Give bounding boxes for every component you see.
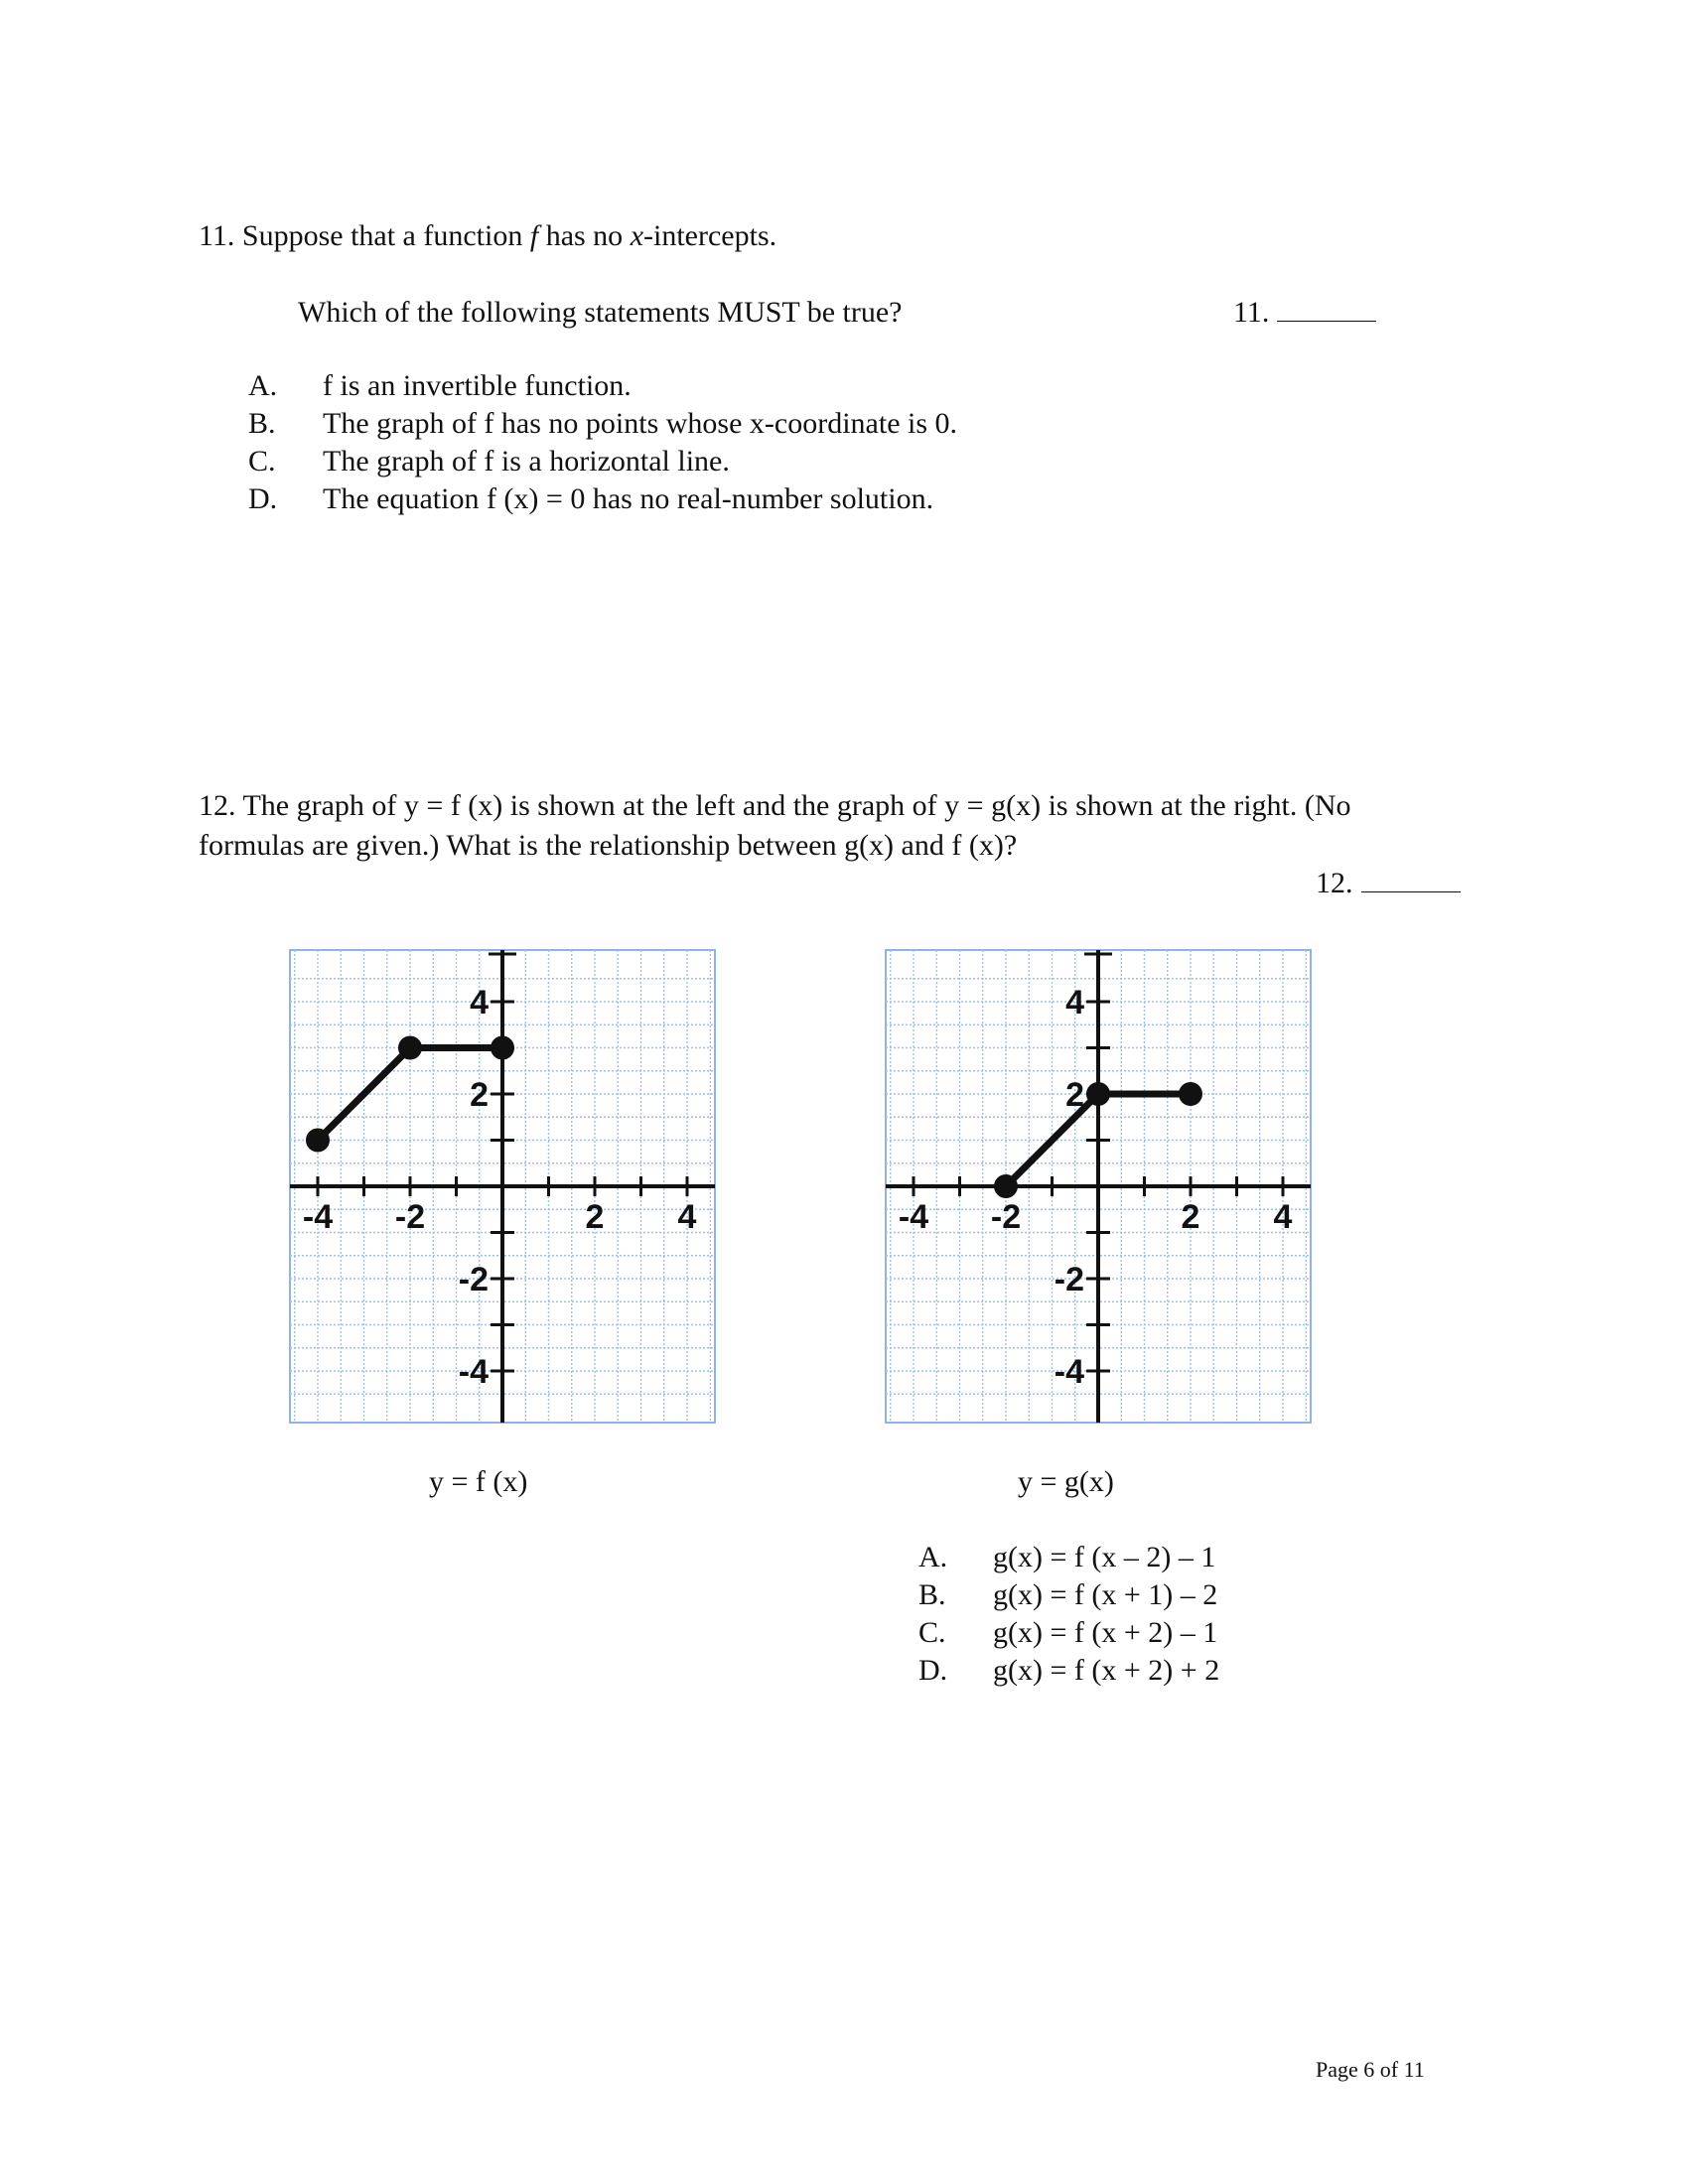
data-point (491, 1036, 514, 1060)
q11-question: Which of the following statements MUST be true? (298, 296, 903, 329)
q11-option-b-letter: B. (248, 407, 276, 440)
x-tick-label: -2 (990, 1198, 1022, 1236)
q11-stem-mid: has no (538, 219, 631, 252)
q12-answer-slot (1316, 864, 1461, 903)
x-tick-label: -4 (302, 1198, 334, 1236)
q11-option-c-letter: C. (248, 445, 276, 478)
q11-answer-blank[interactable] (1277, 297, 1376, 322)
q12-stem-line2: formulas are given.) What is the relationship between g(x) and f (x)? (199, 829, 1018, 862)
y-tick-label: 2 (1065, 1076, 1084, 1114)
y-tick-label: -4 (458, 1353, 489, 1391)
x-tick-label: -2 (394, 1198, 426, 1236)
graph-g (884, 948, 1313, 1425)
q11-option-a-letter: A. (248, 369, 278, 402)
q12-option-a-letter: A. (918, 1541, 948, 1573)
x-tick-label: 2 (1181, 1198, 1200, 1236)
q11-stem-x: x (630, 219, 644, 252)
x-tick-label: -4 (898, 1198, 929, 1236)
graph-f-caption: y = f (x) (429, 1465, 528, 1498)
y-tick-label: 2 (470, 1076, 489, 1114)
q11-option-a-text: f is an invertible function. (323, 369, 632, 402)
q11-option-c-text: The graph of f is a horizontal line. (323, 445, 730, 478)
q11-stem (199, 216, 776, 256)
x-tick-label: 4 (677, 1198, 697, 1236)
graph-f (288, 948, 717, 1425)
q12-option-c-text: g(x) = f (x + 2) – 1 (993, 1616, 1218, 1649)
y-tick-label: 4 (470, 984, 489, 1022)
y-tick-label: -2 (458, 1261, 489, 1298)
data-point (306, 1129, 330, 1153)
y-tick-label: -4 (1054, 1353, 1084, 1391)
graph-g-caption: y = g(x) (1018, 1465, 1114, 1498)
y-tick-label: -2 (1054, 1261, 1084, 1298)
q11-answer-label: 11. (1233, 296, 1270, 329)
q11-option-d-letter: D. (248, 482, 278, 515)
data-point (1086, 1082, 1110, 1106)
q12-option-b-text: g(x) = f (x + 1) – 2 (993, 1578, 1218, 1611)
page-number: Page 6 of 11 (1316, 2057, 1425, 2082)
data-point (1179, 1082, 1202, 1106)
q12-option-b-letter: B. (918, 1578, 946, 1611)
q12-option-a-text: g(x) = f (x – 2) – 1 (993, 1541, 1216, 1573)
data-point (994, 1174, 1018, 1198)
y-tick-label: 4 (1065, 984, 1084, 1022)
q12-option-c-letter: C. (918, 1616, 946, 1649)
q12-stem-line1: 12. The graph of y = f (x) is shown at the left and the graph of y = g(x) is shown at the right. (No (199, 789, 1351, 822)
q11-answer-slot (1233, 293, 1376, 333)
q12-answer-label: 12. (1316, 867, 1353, 899)
q12-option-d-letter: D. (918, 1654, 948, 1687)
q12-option-d-text: g(x) = f (x + 2) + 2 (993, 1654, 1220, 1687)
q11-stem-prefix: Suppose that a function (241, 219, 523, 252)
data-point (398, 1036, 422, 1060)
q11-option-b-text: The graph of f has no points whose x-coordinate is 0. (323, 407, 958, 440)
q12-answer-blank[interactable] (1361, 868, 1461, 892)
q11-stem-f: f (529, 219, 539, 252)
q11-number: 11. (199, 219, 235, 252)
q11-stem-suffix: -intercepts. (643, 219, 777, 252)
x-tick-label: 4 (1273, 1198, 1293, 1236)
q11-option-d-text: The equation f (x) = 0 has no real-number solution. (323, 482, 934, 515)
x-tick-label: 2 (585, 1198, 605, 1236)
